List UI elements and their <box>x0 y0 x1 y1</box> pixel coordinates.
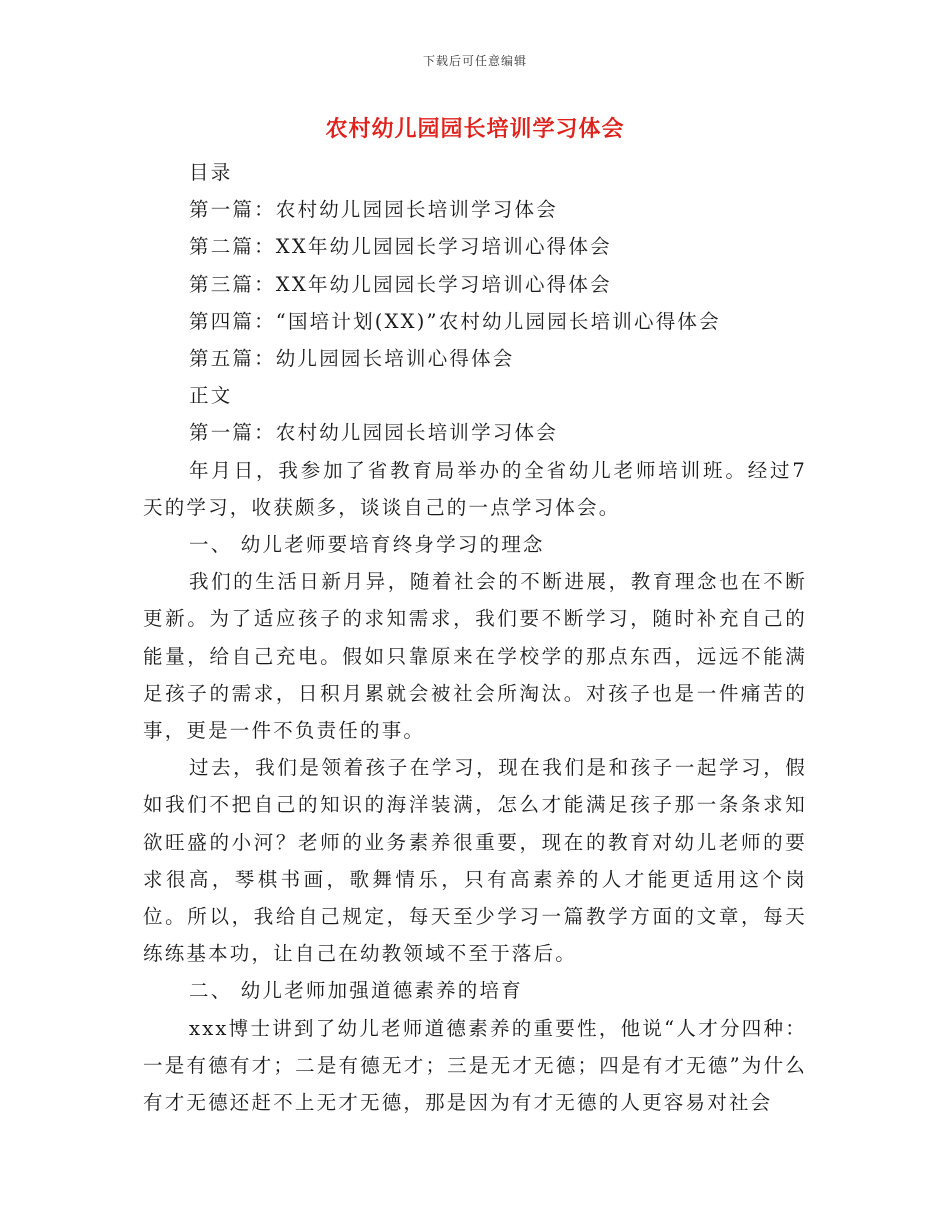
paragraph: xxx博士讲到了幼儿老师道德素养的重要性，他说“人才分四种：一是有德有才；二是有德无才；三是无才无德；四是有才无德”为什么有才无德还赶不上无才无德，那是因为有才无德的人更容易对社会 <box>143 1016 807 1115</box>
toc-item: 第四篇：“国培计划(XX)”农村幼儿园园长培训心得体会 <box>189 309 721 333</box>
section-heading: 一、 幼儿老师要培育终身学习的理念 <box>189 533 545 557</box>
document-title: 农村幼儿园园长培训学习体会 <box>325 116 625 142</box>
toc-heading: 目录 <box>189 161 233 184</box>
document-body <box>143 154 807 1121</box>
paragraph: 我们的生活日新月异，随着社会的不断进展，教育理念也在不断更新。为了适应孩子的求知需求，我们要不断学习，随时补充自己的能量，给自己充电。假如只靠原来在学校学的那点东西，远远不能满足孩子的需求，日积月累就会被社会所淘汰。对孩子也是一件痛苦的事，更是一件不负责任的事。 <box>143 570 807 743</box>
paragraph: 过去，我们是领着孩子在学习，现在我们是和孩子一起学习，假如我们不把自己的知识的海洋装满，怎么才能满足孩子那一条条求知欲旺盛的小河？老师的业务素养很重要，现在的教育对幼儿老师的要求很高，琴棋书画，歌舞情乐，只有高素养的人才能更适用这个岗位。所以，我给自己规定，每天至少学习一篇教学方面的文章，每天练练基本功，让自己在幼教领域不至于落后。 <box>143 756 807 966</box>
body-heading: 正文 <box>189 384 233 408</box>
toc-item: 第一篇：农村幼儿园园长培训学习体会 <box>189 198 558 222</box>
toc-item: 第二篇：XX年幼儿园园长学习培训心得体会 <box>189 235 612 259</box>
section-heading: 二、 幼儿老师加强道德素养的培育 <box>189 979 523 1003</box>
chapter-title: 第一篇：农村幼儿园园长培训学习体会 <box>189 421 558 445</box>
paragraph: 年月日，我参加了省教育局举办的全省幼儿老师培训班。经过7天的学习，收获颇多，谈谈自己的一点学习体会。 <box>143 458 807 519</box>
toc-item: 第三篇：XX年幼儿园园长学习培训心得体会 <box>189 272 612 296</box>
toc-item: 第五篇：幼儿园园长培训心得体会 <box>189 347 515 371</box>
header-note: 下载后可任意编辑 <box>422 54 527 68</box>
